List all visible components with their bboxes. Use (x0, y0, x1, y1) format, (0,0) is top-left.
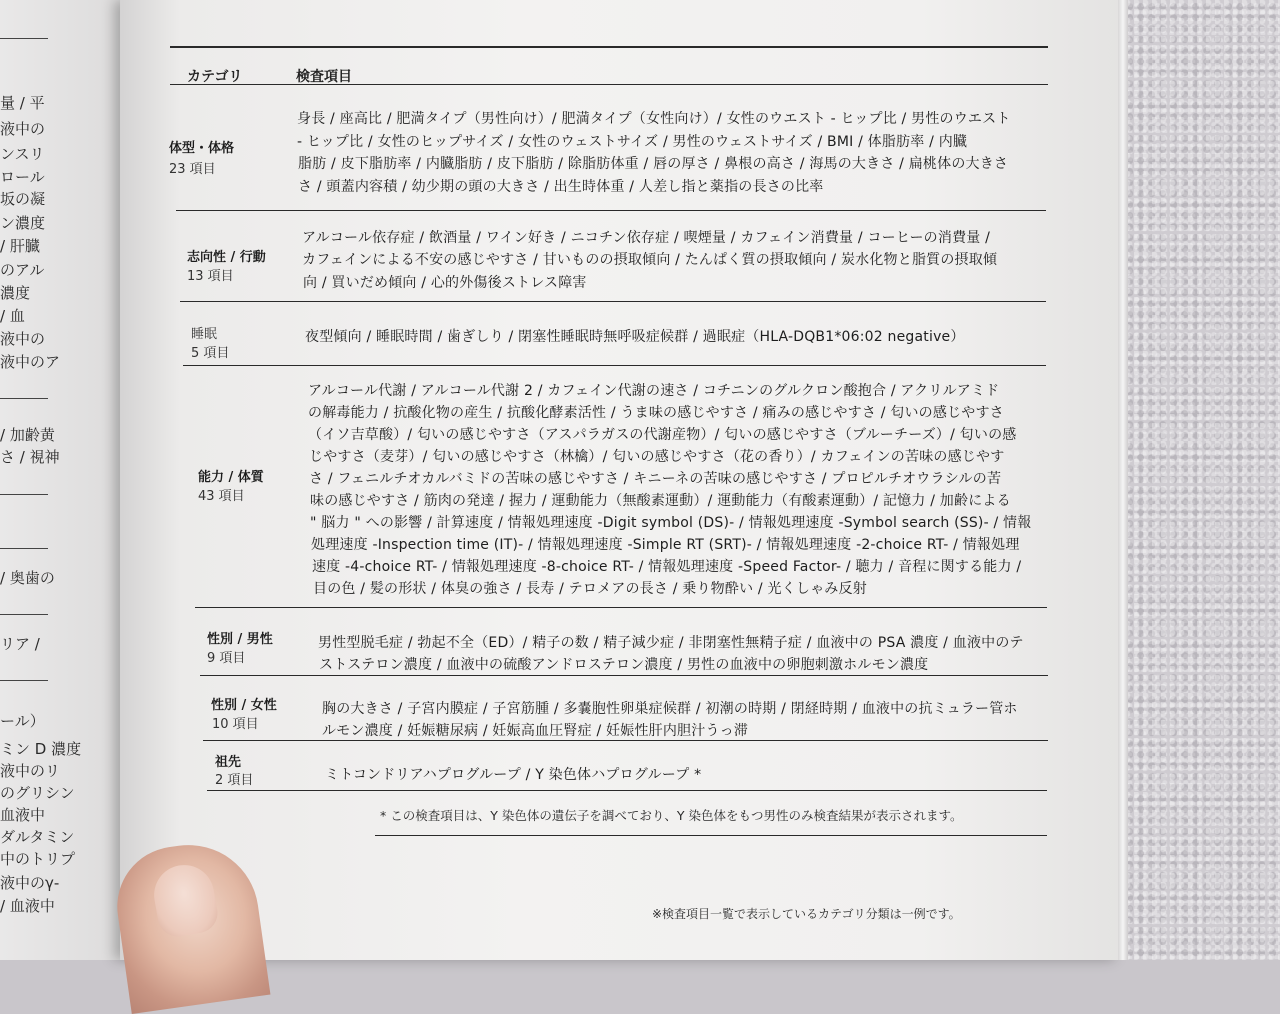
category-name: 睡眠 (191, 327, 218, 342)
row-rule (176, 210, 1046, 211)
category-name: 体型・体格 (169, 141, 235, 156)
item-line: " 脳力 " への影響 / 計算速度 / 情報処理速度 -Digit symbol (DS)- / 情報処理速度 -Symbol search (SS)- / 情報 (310, 515, 1032, 531)
left-line: ール） (0, 712, 45, 730)
left-line: のグリシン (0, 784, 75, 802)
item-line: （イソ吉草酸）/ 匂いの感じやすさ（アスパラガスの代謝産物）/ 匂いの感じやすさ（ブルーチーズ）/ 匂いの感 (308, 427, 1017, 443)
table-bottom-rule (207, 790, 1047, 791)
category-count: 13 項目 (187, 269, 234, 284)
left-line: 液中のリ (0, 762, 61, 780)
left-line: ミン D 濃度 (0, 740, 82, 758)
row-rule (195, 607, 1047, 608)
left-line: 量 / 平 (0, 94, 45, 112)
left-line: ロール (0, 168, 45, 186)
left-line: ン濃度 (0, 214, 46, 232)
left-line: のアル (0, 261, 45, 279)
item-line: 向 / 買いだめ傾向 / 心的外傷後ストレス障害 (303, 275, 587, 291)
left-line: 液中のγ- (0, 874, 60, 892)
item-line: じやすさ（麦芽）/ 匂いの感じやすさ（林檎）/ 匂いの感じやすさ（花の香り）/ カフェインの苦味の感じやす (309, 449, 1005, 465)
left-line: 液中のア (0, 353, 61, 371)
left-line: ンスリ (0, 145, 45, 163)
left-line: 血液中 (0, 806, 46, 824)
item-line: 夜型傾向 / 睡眠時間 / 歯ぎしり / 閉塞性睡眠時無呼吸症候群 / 過眠症（HLA-DQB1*06:02 negative） (305, 329, 965, 345)
left-line: さ / 視神 (0, 448, 60, 466)
item-line: さ / フェニルチオカルバミドの苦味の感じやすさ / キニーネの苦味の感じやすさ / プロピルチオウラシルの苦 (309, 471, 1002, 487)
left-rule (0, 398, 48, 399)
category-count: 10 項目 (212, 717, 259, 732)
left-rule (0, 614, 48, 615)
left-line: ダルタミン (0, 828, 75, 846)
footnote-rule (375, 835, 1047, 836)
left-line: / 奥歯の (0, 569, 55, 587)
category-count: 23 項目 (169, 162, 216, 177)
item-line: ルモン濃度 / 妊娠糖尿病 / 妊娠高血圧腎症 / 妊娠性肝内胆汁うっ滞 (322, 723, 749, 739)
left-line: / 肝臓 (0, 237, 40, 255)
category-name: 志向性 / 行動 (187, 250, 266, 265)
left-line: 坂の凝 (0, 190, 46, 208)
item-line: 男性型脱毛症 / 勃起不全（ED）/ 精子の数 / 精子減少症 / 非閉塞性無精子症 / 血液中の PSA 濃度 / 血液中のテ (318, 635, 1024, 651)
table-top-rule (170, 46, 1048, 48)
item-line: 速度 -4-choice RT- / 情報処理速度 -8-choice RT- / 情報処理速度 -Speed Factor- / 聴力 / 音程に関する能力 / (312, 559, 1022, 575)
category-count: 5 項目 (191, 346, 230, 361)
item-line: さ / 頭蓋内容積 / 幼少期の頭の大きさ / 出生時体重 / 人差し指と薬指の長さの比率 (298, 179, 824, 195)
left-rule (0, 494, 48, 495)
category-name: 能力 / 体質 (198, 470, 264, 485)
page-edge (1118, 0, 1128, 960)
category-count: 2 項目 (215, 773, 254, 788)
header-items: 検査項目 (296, 69, 352, 85)
footnote-category-example: ※検査項目一覧で表示しているカテゴリ分類は一例です。 (652, 907, 961, 921)
item-line: カフェインによる不安の感じやすさ / 甘いものの摂取傾向 / たんぱく質の摂取傾向 / 炭水化物と脂質の摂取傾 (302, 252, 998, 268)
item-line: 身長 / 座高比 / 肥満タイプ（男性向け）/ 肥満タイプ（女性向け）/ 女性のウエスト - ヒップ比 / 男性のウエスト (297, 111, 1011, 127)
item-line: 処理速度 -Inspection time (IT)- / 情報処理速度 -Simple RT (SRT)- / 情報処理速度 -2-choice RT- / 情報処理 (311, 537, 1020, 553)
item-line: の解毒能力 / 抗酸化物の産生 / 抗酸化酵素活性 / うま味の感じやすさ / 痛みの感じやすさ / 匂いの感じやすさ (308, 405, 1004, 421)
row-rule (203, 740, 1048, 741)
category-name: 性別 / 女性 (211, 698, 277, 713)
item-line: アルコール代謝 / アルコール代謝 2 / カフェイン代謝の速さ / コチニンのグルクロン酸抱合 / アクリルアミド (308, 383, 1000, 399)
left-rule (0, 548, 48, 549)
left-line: / 血液中 (0, 897, 55, 915)
row-rule (180, 301, 1046, 302)
item-line: - ヒップ比 / 女性のヒップサイズ / 女性のウェストサイズ / 男性のウェストサイズ / BMI / 体脂肪率 / 内臓 (297, 134, 968, 150)
left-line: 液中の (0, 120, 46, 138)
left-line: 中のトリプ (0, 850, 76, 868)
item-line: ミトコンドリアハプログループ / Y 染色体ハプログループ * (325, 767, 702, 783)
category-count: 9 項目 (207, 651, 246, 666)
left-line: リア / (0, 635, 40, 653)
left-line: 液中の (0, 330, 46, 348)
left-line: / 血 (0, 307, 25, 325)
left-rule (0, 38, 48, 39)
header-category: カテゴリ (187, 69, 243, 85)
item-line: 脂肪 / 皮下脂肪率 / 内臓脂肪 / 皮下脂肪 / 除脂肪体重 / 唇の厚さ / 鼻根の高さ / 海馬の大きさ / 扁桃体の大きさ (298, 156, 1009, 172)
item-line: 目の色 / 髪の形状 / 体臭の強さ / 長寿 / テロメアの長さ / 乗り物酔い / 光くしゃみ反射 (313, 581, 867, 597)
category-name: 祖先 (215, 755, 242, 770)
left-line: 濃度 (0, 284, 31, 302)
item-line: 胸の大きさ / 子宮内膜症 / 子宮筋腫 / 多嚢胞性卵巣症候群 / 初潮の時期 / 閉経時期 / 血液中の抗ミュラー管ホ (322, 701, 1018, 717)
left-line: / 加齢黄 (0, 426, 55, 444)
row-rule (183, 365, 1046, 366)
category-name: 性別 / 男性 (207, 632, 273, 647)
item-line: 味の感じやすさ / 筋肉の発達 / 握力 / 運動能力（無酸素運動）/ 運動能力（有酸素運動）/ 記憶力 / 加齢による (310, 493, 1011, 509)
footnote-y-chromosome: * この検査項目は、Y 染色体の遺伝子を調べており、Y 染色体をもつ男性のみ検査結果が表示されます。 (380, 808, 963, 823)
category-count: 43 項目 (198, 489, 245, 504)
left-rule (0, 680, 48, 681)
item-line: アルコール依存症 / 飲酒量 / ワイン好き / ニコチン依存症 / 喫煙量 / カフェイン消費量 / コーヒーの消費量 / (302, 230, 991, 246)
item-line: ストステロン濃度 / 血液中の硫酸アンドロステロン濃度 / 男性の血液中の卵胞刺激ホルモン濃度 (319, 657, 929, 673)
row-rule (200, 675, 1048, 676)
